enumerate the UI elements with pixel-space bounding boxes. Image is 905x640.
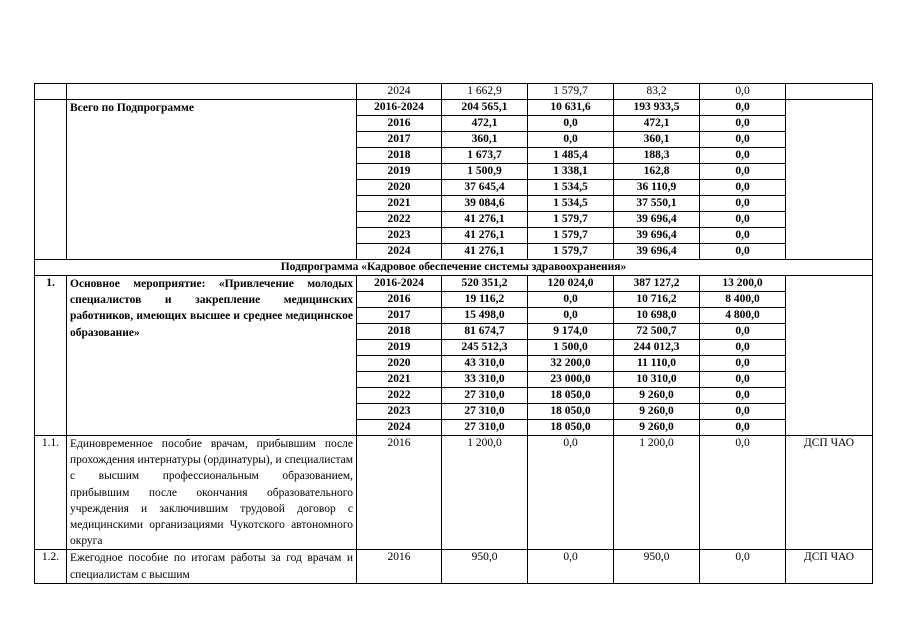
cell-federal: 1 579,7: [528, 228, 614, 244]
cell-regional: 387 127,2: [614, 276, 700, 292]
cell-other: 0,0: [700, 340, 786, 356]
cell-other: 4 800,0: [700, 308, 786, 324]
cell-regional: 162,8: [614, 164, 700, 180]
cell-other: 0,0: [700, 164, 786, 180]
cell-total: 41 276,1: [442, 212, 528, 228]
cell-year: 2016-2024: [357, 100, 442, 116]
cell-federal: 0,0: [528, 116, 614, 132]
cell-year: 2023: [357, 228, 442, 244]
cell-year: 2020: [357, 356, 442, 372]
cell-federal: 1 534,5: [528, 196, 614, 212]
cell-total: 15 498,0: [442, 308, 528, 324]
cell-regional: 39 696,4: [614, 244, 700, 260]
cell-other: 0,0: [700, 388, 786, 404]
cell-regional: 9 260,0: [614, 420, 700, 436]
cell-year: 2024: [357, 84, 442, 100]
cell-total: 1 200,0: [442, 436, 528, 550]
cell-regional: 11 110,0: [614, 356, 700, 372]
cell-other: 0,0: [700, 550, 786, 583]
cell-other: 0,0: [700, 180, 786, 196]
cell-federal: 0,0: [528, 292, 614, 308]
cell-total: 27 310,0: [442, 404, 528, 420]
cell-total: 950,0: [442, 550, 528, 583]
cell-regional: 360,1: [614, 132, 700, 148]
cell-total: 37 645,4: [442, 180, 528, 196]
cell-other: 0,0: [700, 372, 786, 388]
cell-other: 0,0: [700, 212, 786, 228]
cell-year: 2016: [357, 292, 442, 308]
cell-federal: 1 338,1: [528, 164, 614, 180]
cell-federal: 1 500,0: [528, 340, 614, 356]
cell-federal: 1 579,7: [528, 84, 614, 100]
cell-year: 2016: [357, 116, 442, 132]
cell-year: 2022: [357, 388, 442, 404]
cell-total: 245 512,3: [442, 340, 528, 356]
cell-total: 1 500,9: [442, 164, 528, 180]
cell-regional: 1 200,0: [614, 436, 700, 550]
cell-year: 2022: [357, 212, 442, 228]
activity-number: 1.: [35, 276, 67, 436]
cell-year: 2016: [357, 436, 442, 550]
cell-federal: 18 050,0: [528, 420, 614, 436]
cell-year: 2021: [357, 196, 442, 212]
cell-federal: 120 024,0: [528, 276, 614, 292]
section-header-row: [35, 260, 873, 276]
cell-executor-empty: [786, 100, 873, 260]
cell-regional: 9 260,0: [614, 404, 700, 420]
cell-total: 39 084,6: [442, 196, 528, 212]
cell-federal: 18 050,0: [528, 388, 614, 404]
cell-federal: 0,0: [528, 308, 614, 324]
cell-other: 0,0: [700, 324, 786, 340]
cell-total: 41 276,1: [442, 244, 528, 260]
cell-regional: 188,3: [614, 148, 700, 164]
cell-year: 2024: [357, 244, 442, 260]
table-row: [35, 276, 873, 292]
cell-other: 0,0: [700, 420, 786, 436]
cell-regional: 193 933,5: [614, 100, 700, 116]
cell-other: 0,0: [700, 404, 786, 420]
cell-federal: 32 200,0: [528, 356, 614, 372]
cell-total: 1 673,7: [442, 148, 528, 164]
cell-federal: 9 174,0: [528, 324, 614, 340]
executor-cell: ДСП ЧАО: [786, 436, 873, 550]
cell-year: 2019: [357, 340, 442, 356]
cell-total: 520 351,2: [442, 276, 528, 292]
cell-federal: 1 579,7: [528, 212, 614, 228]
cell-label-empty: [67, 84, 357, 100]
cell-federal: 23 000,0: [528, 372, 614, 388]
cell-total: 81 674,7: [442, 324, 528, 340]
cell-other: 8 400,0: [700, 292, 786, 308]
cell-other: 13 200,0: [700, 276, 786, 292]
total-label: Всего по Подпрограмме: [67, 100, 357, 260]
table-body: [35, 84, 873, 584]
cell-other: 0,0: [700, 244, 786, 260]
item-number: 1.2.: [35, 550, 67, 583]
item-label: Единовременное пособие врачам, прибывшим после прохождения интернатуры (ординатуры), и специалистам с высшим профессиональным образованием, прибывшим после окончания образовательного учреждения и заключившим трудовой договор с медицинскими организациями Чукотского автономного округа: [67, 436, 357, 550]
subprogram-header: Подпрограмма «Кадровое обеспечение системы здравоохранения»: [35, 260, 873, 276]
executor-cell: ДСП ЧАО: [786, 550, 873, 583]
cell-other: 0,0: [700, 228, 786, 244]
cell-year: 2017: [357, 132, 442, 148]
cell-federal: 1 485,4: [528, 148, 614, 164]
cell-regional: 10 310,0: [614, 372, 700, 388]
cell-executor-empty: [786, 84, 873, 100]
cell-year: 2016: [357, 550, 442, 583]
cell-regional: 472,1: [614, 116, 700, 132]
cell-total: 27 310,0: [442, 388, 528, 404]
cell-other: 0,0: [700, 116, 786, 132]
table-row: [35, 100, 873, 116]
cell-year: 2018: [357, 148, 442, 164]
cell-federal: 0,0: [528, 436, 614, 550]
cell-total: 41 276,1: [442, 228, 528, 244]
cell-federal: 1 579,7: [528, 244, 614, 260]
activity-label: Основное мероприятие: «Привлечение молодых специалистов и закрепление медицинских работников, имеющих высшее и среднее медицинское образование»: [67, 276, 357, 436]
cell-other: 0,0: [700, 196, 786, 212]
cell-other: 0,0: [700, 100, 786, 116]
cell-year: 2017: [357, 308, 442, 324]
cell-num-empty: [35, 84, 67, 100]
cell-regional: 83,2: [614, 84, 700, 100]
cell-total: 360,1: [442, 132, 528, 148]
cell-year: 2016-2024: [357, 276, 442, 292]
table-row: [35, 84, 873, 100]
cell-regional: 950,0: [614, 550, 700, 583]
item-label: Ежегодное пособие по итогам работы за год врачам и специалистам с высшим: [67, 550, 357, 583]
item-number: 1.1.: [35, 436, 67, 550]
cell-federal: 1 534,5: [528, 180, 614, 196]
financing-table: [34, 83, 873, 584]
cell-year: 2020: [357, 180, 442, 196]
cell-year: 2018: [357, 324, 442, 340]
cell-total: 19 116,2: [442, 292, 528, 308]
cell-year: 2024: [357, 420, 442, 436]
cell-federal: 0,0: [528, 132, 614, 148]
cell-total: 27 310,0: [442, 420, 528, 436]
cell-year: 2019: [357, 164, 442, 180]
cell-executor-empty: [786, 276, 873, 436]
cell-regional: 39 696,4: [614, 228, 700, 244]
table-row: [35, 550, 873, 583]
cell-other: 0,0: [700, 148, 786, 164]
cell-other: 0,0: [700, 356, 786, 372]
cell-regional: 72 500,7: [614, 324, 700, 340]
cell-other: 0,0: [700, 132, 786, 148]
cell-federal: 18 050,0: [528, 404, 614, 420]
cell-regional: 10 716,2: [614, 292, 700, 308]
cell-federal: 10 631,6: [528, 100, 614, 116]
cell-other: 0,0: [700, 436, 786, 550]
cell-total: 1 662,9: [442, 84, 528, 100]
cell-total: 204 565,1: [442, 100, 528, 116]
cell-regional: 9 260,0: [614, 388, 700, 404]
cell-total: 472,1: [442, 116, 528, 132]
cell-regional: 36 110,9: [614, 180, 700, 196]
cell-regional: 244 012,3: [614, 340, 700, 356]
cell-total: 43 310,0: [442, 356, 528, 372]
cell-regional: 10 698,0: [614, 308, 700, 324]
cell-regional: 37 550,1: [614, 196, 700, 212]
cell-year: 2021: [357, 372, 442, 388]
cell-federal: 0,0: [528, 550, 614, 583]
cell-regional: 39 696,4: [614, 212, 700, 228]
cell-other: 0,0: [700, 84, 786, 100]
cell-year: 2023: [357, 404, 442, 420]
cell-num-empty: [35, 100, 67, 260]
table-row: [35, 436, 873, 550]
cell-total: 33 310,0: [442, 372, 528, 388]
